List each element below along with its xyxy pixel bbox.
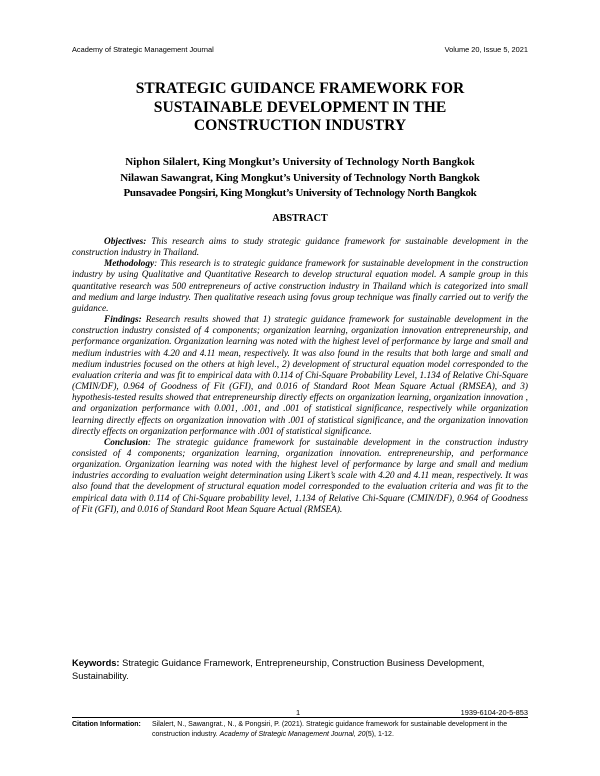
conclusion-label: Conclusion bbox=[104, 437, 148, 448]
abstract-objectives bbox=[72, 237, 528, 259]
objectives-label: Objectives: bbox=[104, 237, 147, 247]
citation-text bbox=[152, 720, 528, 740]
title-line: SUSTAINABLE DEVELOPMENT IN THE bbox=[153, 98, 447, 116]
abstract-findings bbox=[72, 315, 528, 438]
author-line: Punsavadee Pongsiri, King Mongkut’s University of Technology North Bangkok bbox=[123, 187, 477, 199]
methodology-text: : This research is to strategic guidance framework for sustainable development in the construction industry by using Qualitative and Quantitative Research to develop structural equation model. A sample group in this quantitative research was 500 entrepreneurs of active construction industry in Thailand which is categorized into small and medium and large industry. Then qualitative reseach using fovus group technique was finally carried out to verify the guidance. bbox=[72, 259, 528, 314]
abstract-methodology bbox=[72, 259, 528, 315]
objectives-text: This research aims to study strategic guidance framework for sustainable development in the construction industry in Thailand. bbox=[72, 237, 528, 259]
abstract-conclusion bbox=[72, 438, 528, 516]
page-number: 1 bbox=[296, 708, 301, 717]
article-id: 1939-6104-20-5-853 bbox=[460, 708, 528, 717]
author-list bbox=[60, 155, 540, 202]
author-line: Niphon Silalert, King Mongkut’s University of Technology North Bangkok bbox=[125, 156, 475, 168]
methodology-label: Methodology bbox=[104, 259, 155, 270]
abstract-heading: ABSTRACT bbox=[272, 213, 328, 224]
keywords-text: Strategic Guidance Framework, Entrepreneurship, Construction Business Development, Sustainability. bbox=[72, 658, 485, 681]
title-line: STRATEGIC GUIDANCE FRAMEWORK FOR bbox=[135, 80, 465, 97]
running-header-volume: Volume 20, Issue 5, 2021 bbox=[444, 45, 528, 54]
citation-plain: Silalert, N., Sawangrat., N., & Pongsiri, P. (2021). Strategic guidance framework for sustainable development in the construction industry. bbox=[152, 721, 508, 738]
paper-title bbox=[80, 80, 520, 136]
findings-text: Research results showed that 1) strategic guidance framework for sustainable development in the construction industry consisted of 4 components; organization learning, organization innovation entrepreneurship, and performance organization. Organization learning was noted with the highest level of performance by large and small and medium industries with 4.20 and 4.11 mean, respectively. It was also found in the results that both large and small and medium industries focused on the others at high level., 2) development of structural equation model corresponded to the evaluation criteria and was fit to empirical data with 0.114 of Chi-Square Probability Level, 1.134 of Relative Chi-Square (CMIN/DF), 0.964 of Goodness of Fit (GFI), and 0.016 of Standard Root Mean Square Actual (RMSEA), and 3) hypothesis-tested results showed that entrepreneurship directly effects on organization learning, organization innovation , and organization performance with 0.001, .001, and .001 of statistical significance, respectively while organization learning directly effects on organization innovation with .001 of statistical significance, and the organization innovation directly effects on organization performance with .001 of statistical significance. bbox=[72, 315, 529, 437]
findings-label: Findings: bbox=[104, 315, 142, 326]
title-line: CONSTRUCTION INDUSTRY bbox=[193, 117, 407, 135]
abstract-body bbox=[72, 237, 528, 516]
citation-journal: Academy of Strategic Management Journal, 20 bbox=[219, 731, 366, 738]
footer-divider bbox=[72, 717, 528, 718]
conclusion-text: : The strategic guidance framework for sustainable development in the construction industry consisted of 4 components; organization learning, organization innovation. entrepreneurship, and performance organization. Organization learning was noted with the highest level of performance by large and small and medium industries according to evaluation weight determination using Likert’s scale with 4.20 and 4.11 mean, respectively. It was also found that the development of structural equation model corresponded to the evaluation criteria and was fit to the empirical data with 0.114 of Chi-Square probability level, 1.134 of Relative Chi-Square (CMIN/DF), 0.964 of Goodness of Fit (GFI), and 0.016 of Standard Root Mean Square Actual (RMSEA). bbox=[72, 437, 528, 515]
keywords-label: Keywords: bbox=[72, 658, 120, 668]
keywords bbox=[72, 657, 528, 682]
citation-label: Citation Information: bbox=[72, 721, 141, 728]
author-line: Nilawan Sawangrat, King Mongkut’s University of Technology North Bangkok bbox=[120, 171, 480, 184]
citation-tail: (5), 1-12. bbox=[365, 731, 394, 738]
running-header-journal: Academy of Strategic Management Journal bbox=[72, 45, 214, 54]
